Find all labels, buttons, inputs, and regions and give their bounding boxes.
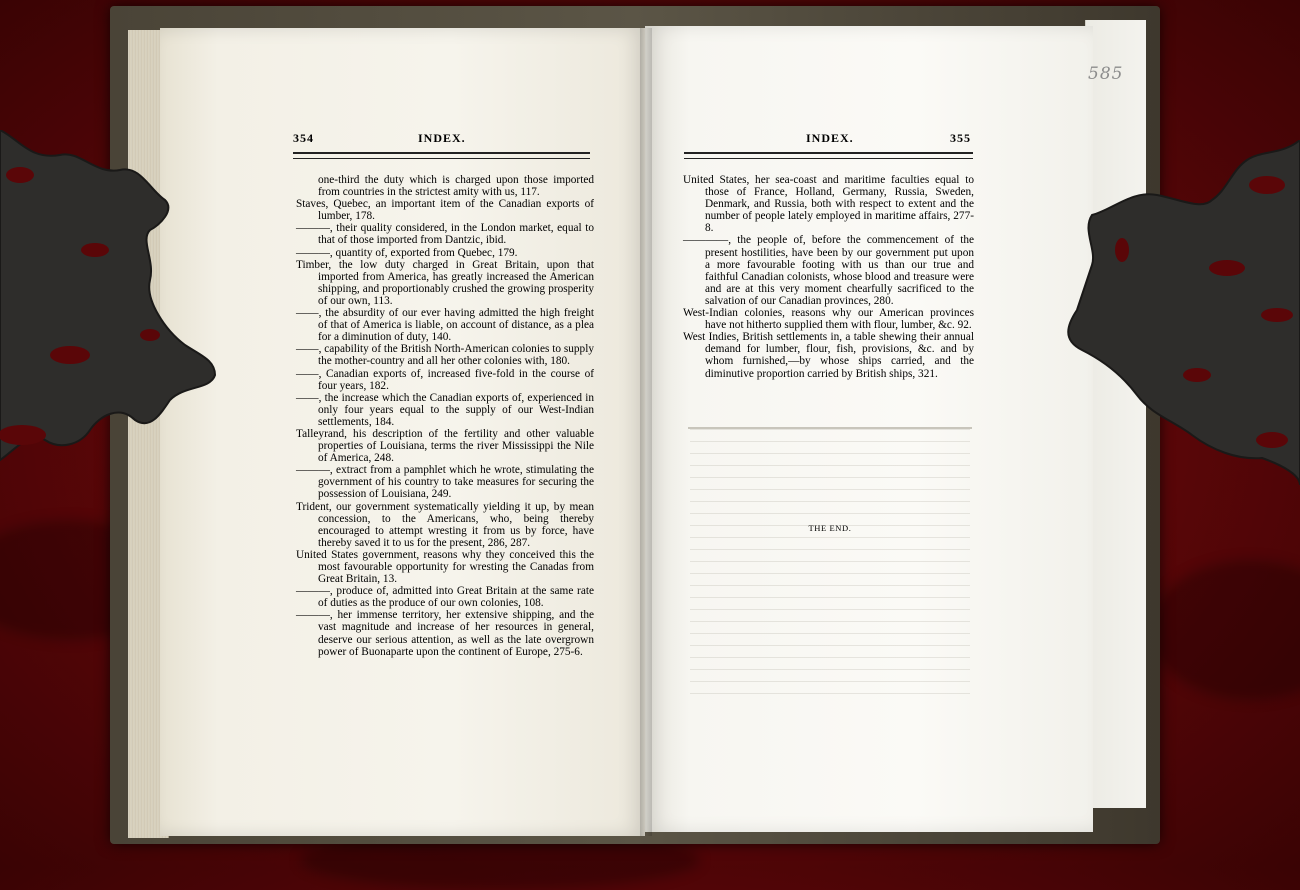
index-entry: ——, capability of the British North-American colonies to supply the mother-country and all her other colonies with, 180. [296, 343, 594, 368]
cloth-fold [1150, 560, 1300, 700]
left-clasp-icon [0, 130, 220, 490]
index-entry: ——, the increase which the Canadian exports of, experienced in only four years equal to the supply of our West-Indian settlements, 184. [296, 391, 594, 428]
show-through-rule [688, 427, 972, 429]
index-entry: ———, her immense territory, her extensive shipping, and the vast magnitude and increase of her resources in general, deserve our serious attention, as well as the late overgrown power of Buonaparte upon the continent of Europe, 275-6. [296, 609, 594, 658]
running-head-left: INDEX. [418, 131, 466, 145]
index-entries-right [683, 174, 974, 380]
right-clasp-icon [1062, 140, 1300, 485]
show-through-text [690, 424, 970, 694]
the-end-text: THE END. [808, 523, 852, 533]
index-entry: Trident, our government systematically yielding it up, by mean concession, to the Americans, who, being thereby encouraged to attempt wresting it from us by force, have thereby saved it to us for the present, 286, 287. [296, 500, 594, 549]
index-entry: United States, her sea-coast and maritime faculties equal to those of France, Holland, Germany, Russia, Sweden, Denmark, and Russia, both with respect to extent and the number of people lately employed in maritime affairs, 277-8. [683, 174, 974, 235]
index-entry: Talleyrand, his description of the fertility and other valuable properties of Louisiana, terms the river Mississippi the Nile of America, 248. [296, 427, 594, 465]
index-entry: Staves, Quebec, an important item of the Canadian exports of lumber, 178. [296, 198, 594, 223]
index-entry: ——, the absurdity of our ever having admitted the high freight of that of America is liable, on account of distance, as a plea for a diminution of duty, 140. [296, 307, 594, 344]
head-rule-right [684, 152, 973, 159]
index-entry: West-Indian colonies, reasons why our American provinces have not hitherto supplied them with flour, lumber, &c. 92. [683, 307, 974, 332]
page-number-left: 354 [293, 131, 314, 145]
running-head-right: INDEX. [806, 131, 854, 145]
pencil-note: 585 [1088, 64, 1124, 84]
index-entry: ———, quantity of, exported from Quebec, 179. [296, 246, 518, 259]
index-entry: ———, their quality considered, in the London market, equal to that of those imported from Dantzic, ibid. [296, 222, 594, 247]
index-entry: ———, produce of, admitted into Great Britain at the same rate of duties as the produce of our own colonies, 108. [296, 585, 594, 610]
index-entries-left [296, 174, 594, 658]
book-gutter [640, 28, 652, 836]
index-entry: one-third the duty which is charged upon those imported from countries in the strictest amity with us, 117. [318, 174, 594, 199]
head-rule-left [293, 152, 590, 159]
index-entry: ———, extract from a pamphlet which he wrote, stimulating the government of his country to take measures for securing the possession of Louisiana, 249. [296, 464, 594, 501]
index-entry: United States government, reasons why they conceived this the most favourable opportunity for wresting the Canadas from Great Britain, 13. [296, 548, 594, 586]
index-entry: ————, the people of, before the commencement of the present hostilities, have been by our government put upon a more favourable footing with us than our true and faithful Canadian colonists, whose blood and treasure were and are at this very moment chearfully sacrificed to the salvation of our Canadian provinces, 280. [683, 234, 974, 307]
index-entry: West Indies, British settlements in, a table shewing their annual demand for lumber, flour, fish, provisions, &c. and by whom furnished,—by whose ships carried, and the diminutive proportion carried by British ships, 321. [683, 331, 974, 380]
page-number-right: 355 [950, 131, 971, 145]
index-entry: Timber, the low duty charged in Great Britain, upon that imported from America, has greatly increased the American shipping, and proportionably crushed the growing prosperity of our own, 113. [296, 258, 594, 307]
index-entry: ——, Canadian exports of, increased five-fold in the course of four years, 182. [296, 367, 594, 392]
